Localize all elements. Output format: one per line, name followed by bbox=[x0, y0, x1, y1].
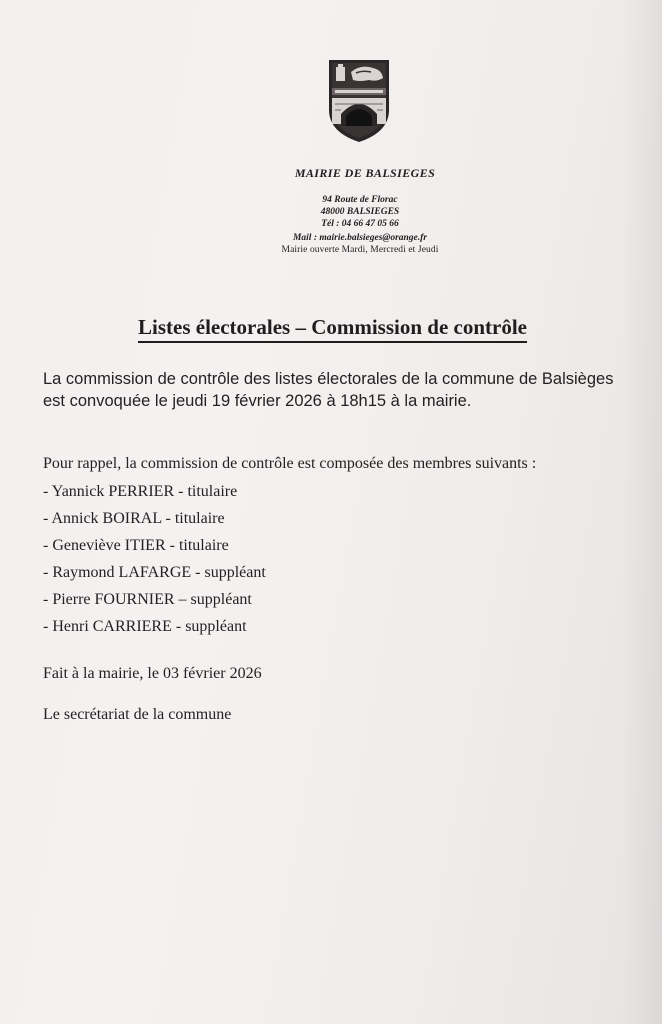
coat-of-arms-icon bbox=[327, 58, 391, 144]
letterhead bbox=[240, 166, 480, 256]
document-heading: Listes électorales – Commission de contrôle bbox=[138, 314, 527, 343]
member-item: - Raymond LAFARGE - suppléant bbox=[43, 564, 266, 581]
email-address: Mail : mairie.balsieges@orange.fr bbox=[292, 233, 428, 243]
opening-hours: Mairie ouverte Mardi, Mercredi et Jeudi bbox=[281, 245, 439, 255]
member-item: - Yannick PERRIER - titulaire bbox=[43, 483, 238, 500]
member-item: - Pierre FOURNIER – suppléant bbox=[43, 591, 252, 608]
member-item: - Henri CARRIERE - suppléant bbox=[43, 618, 247, 635]
members-list bbox=[43, 482, 266, 644]
member-item: - Geneviève ITIER - titulaire bbox=[43, 537, 229, 554]
address-line-2: 48000 BALSIEGES bbox=[320, 207, 400, 217]
date-line: Fait à la mairie, le 03 février 2026 bbox=[43, 665, 262, 682]
mairie-title: MAIRIE DE BALSIEGES bbox=[294, 166, 436, 180]
address-line-1: 94 Route de Florac bbox=[322, 195, 398, 205]
recall-paragraph: Pour rappel, la commission de contrôle est composée des membres suivants : bbox=[43, 455, 537, 472]
intro-paragraph: La commission de contrôle des listes électorales de la commune de Balsièges est convoquée le jeudi 19 février 2026 à 18h15 à la mairie. bbox=[43, 370, 614, 410]
signature-line: Le secrétariat de la commune bbox=[43, 706, 232, 723]
phone-number: Tél : 04 66 47 05 66 bbox=[321, 219, 399, 229]
member-item: - Annick BOIRAL - titulaire bbox=[43, 510, 225, 527]
